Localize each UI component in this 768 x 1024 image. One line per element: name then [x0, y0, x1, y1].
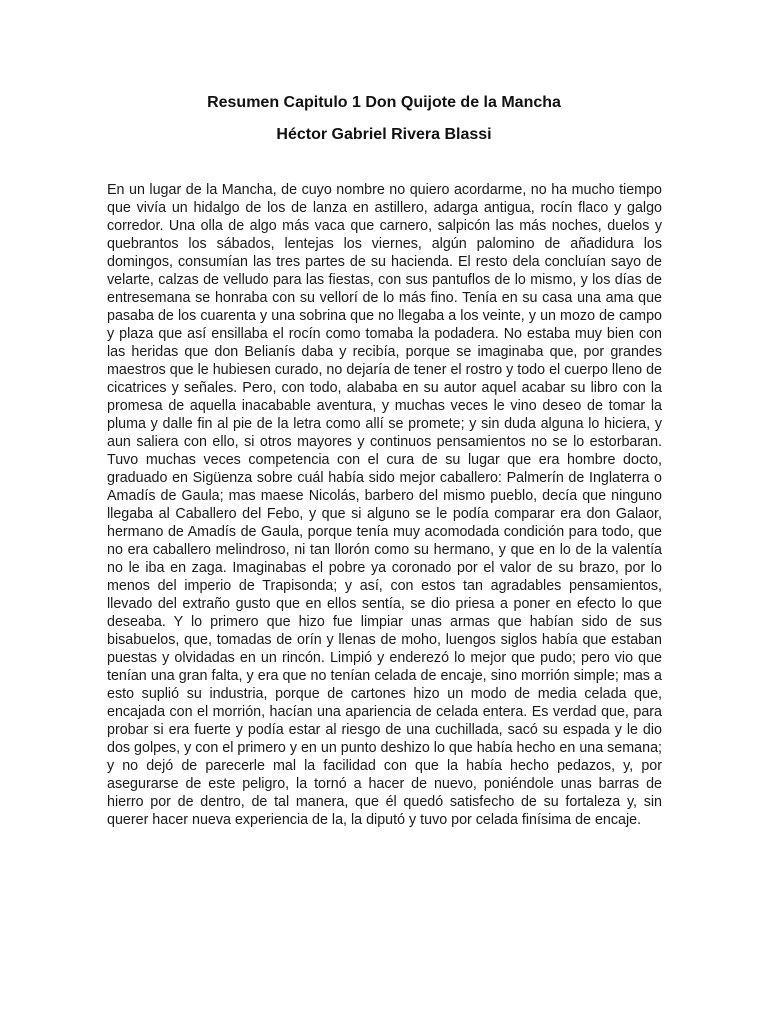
body-paragraph: En un lugar de la Mancha, de cuyo nombre no quiero acordarme, no ha mucho tiempo que vivía un hidalgo de los de lanza en astillero, adarga antigua, rocín flaco y galgo corredor. Una olla de algo más vaca que carnero, salpicón las más noches, duelos y quebrantos los sábados, lentejas los viernes, algún palomino de añadidura los domingos, consumían las tres partes de su hacienda. El resto dela concluían sayo de velarte, calzas de velludo para las fiestas, con sus pantuflos de lo mismo, y los días de entresemana se honraba con su vellorí de lo más fino. Tenía en su casa una ama que pasaba de los cuarenta y una sobrina que no llegaba a los veinte, y un mozo de campo y plaza que así ensillaba el rocín como tomaba la podadera. No estaba muy bien con las heridas que don Belianís daba y recibía, porque se imaginaba que, por grandes maestros que le hubiesen curado, no dejaría de tener el rostro y todo el cuerpo lleno de cicatrices y señales. Pero, con todo, alababa en su autor aquel acabar su libro con la promesa de aquella inacabable aventura, y muchas veces le vino deseo de tomar la pluma y dalle fin al pie de la letra como allí se promete; y sin duda alguna lo hiciera, y aun saliera con ello, si otros mayores y continuos pensamientos no se lo estorbaran. Tuvo muchas veces competencia con el cura de su lugar que era hombre docto, graduado en Sigüenza sobre cuál había sido mejor caballero: Palmerín de Inglaterra o Amadís de Gaula; mas maese Nicolás, barbero del mismo pueblo, decía que ninguno llegaba al Caballero del Febo, y que si alguno se le podía comparar era don Galaor, hermano de Amadís de Gaula, porque tenía muy acomodada condición para todo, que no era caballero melindroso, ni tan llorón como su hermano, y que en lo de la valentía no le iba en zaga. Imaginabas el pobre ya coronado por el valor de su brazo, por lo menos del imperio de Trapisonda; y así, con estos tan agradables pensamientos, llevado del extraño gusto que en ellos sentía, se dio priesa a poner en efecto lo que deseaba. Y lo primero que hizo fue limpiar unas armas que habían sido de sus bisabuelos, que, tomadas de orín y llenas de moho, luengos siglos había que estaban puestas y olvidadas en un rincón. Limpió y enderezó lo mejor que pudo; pero vio que tenían una gran falta, y era que no tenían celada de encaje, sino morrión simple; mas a esto suplió su industria, porque de cartones hizo un modo de media celada que, encajada con el morrión, hacían una apariencia de celada entera. Es verdad que, para probar si era fuerte y podía estar al riesgo de una cuchillada, sacó su espada y le dio dos golpes, y con el primero y en un punto deshizo lo que había hecho en una semana; y no dejó de parecerle mal la facilidad con que la había hecho pedazos, y, por asegurarse de este peligro, la tornó a hacer de nuevo, poniéndole unas barras de hierro por de dentro, de tal manera, que él quedó satisfecho de su fortaleza y, sin querer hacer nueva experiencia de la, la diputó y tuvo por celada finísima de encaje. [107, 182, 662, 828]
document-title: Resumen Capitulo 1 Don Quijote de la Mancha [207, 94, 561, 111]
document-author: Héctor Gabriel Rivera Blassi [276, 126, 492, 143]
